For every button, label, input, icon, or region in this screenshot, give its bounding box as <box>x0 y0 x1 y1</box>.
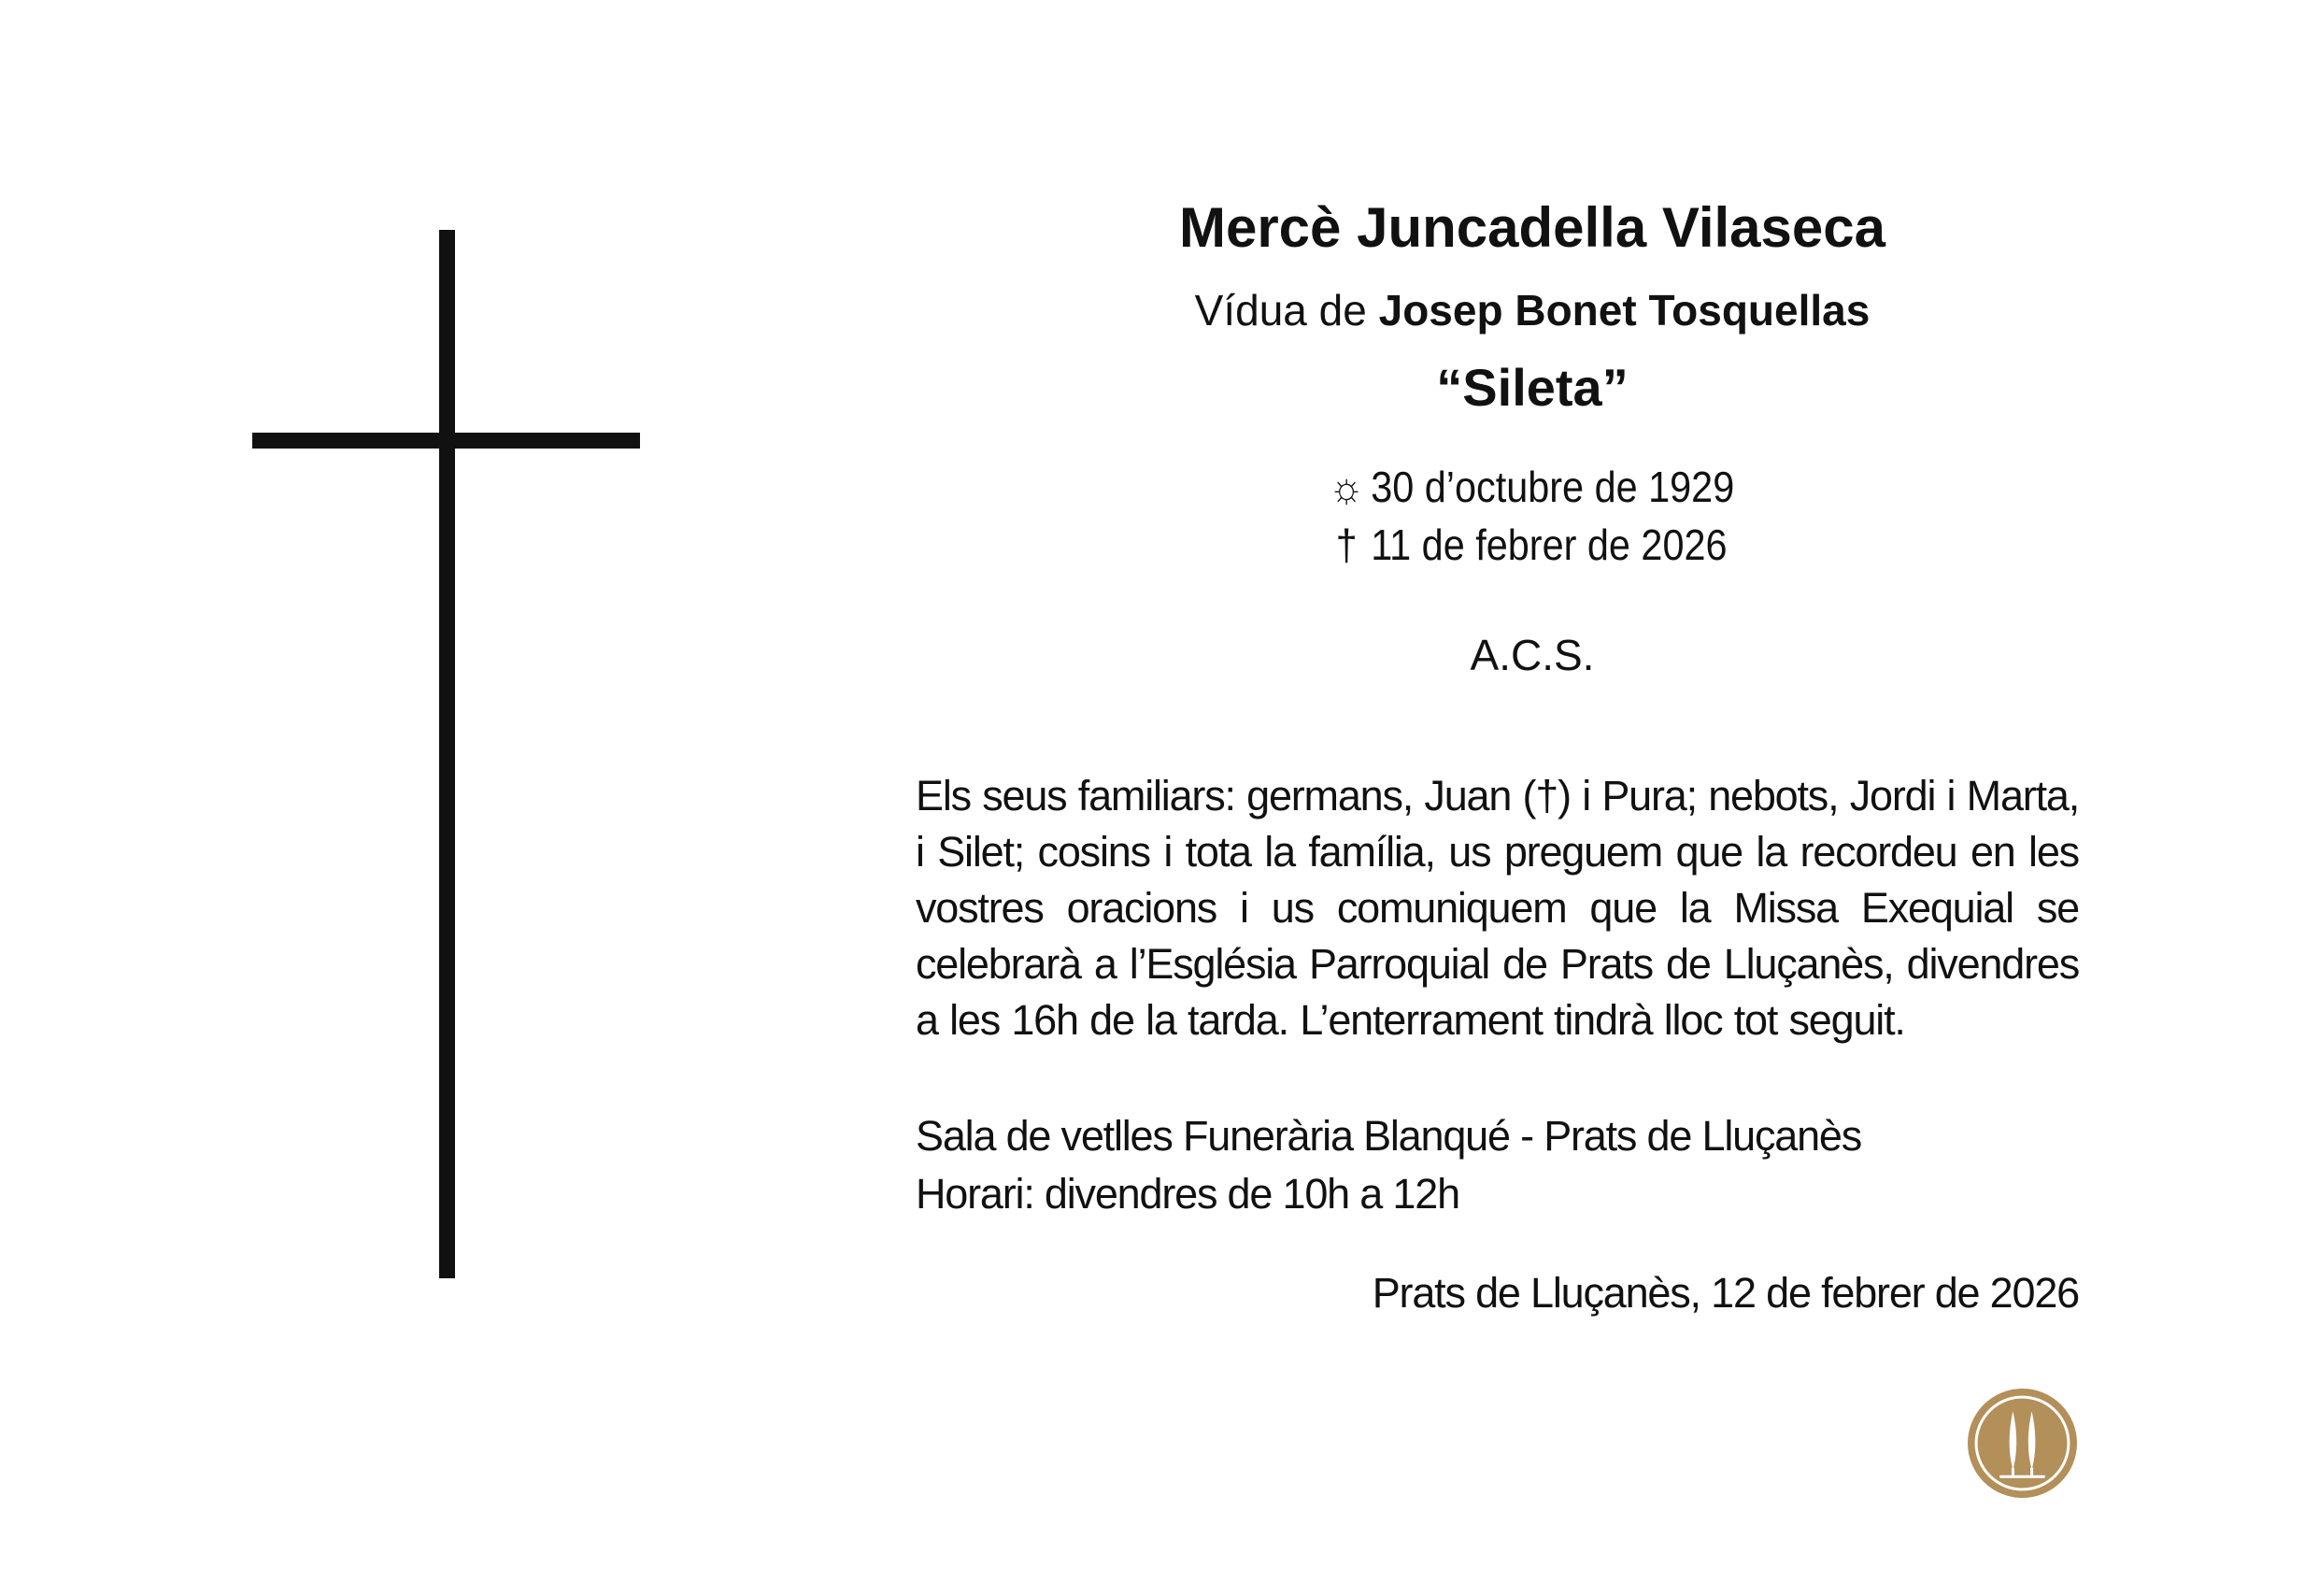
wake-hours: Horari: divendres de 10h a 12h <box>916 1170 1459 1218</box>
death-date: 11 de febrer de 2026 <box>1371 520 1728 569</box>
widow-line <box>1028 284 2037 336</box>
wake-place: Sala de vetlles Funerària Blanqué - Prats de Lluçanès <box>916 1112 1862 1160</box>
acs-abbreviation: A.C.S. <box>1470 631 1595 679</box>
funeral-home-logo-icon <box>1966 1387 2079 1500</box>
death-date-line <box>1322 518 1728 572</box>
deceased-name: Mercè Juncadella Vilaseca <box>1178 196 1886 259</box>
cross-icon-vertical <box>439 230 455 1278</box>
dagger-icon: † <box>1335 520 1358 569</box>
birth-date: 30 d’octubre de 1929 <box>1371 463 1735 511</box>
cross-icon-horizontal <box>252 433 640 449</box>
signoff-place-date: Prats de Lluçanès, 12 de febrer de 2026 <box>1372 1269 2079 1317</box>
sun-icon: ☼ <box>1329 463 1365 511</box>
birth-date-line <box>1322 460 1734 514</box>
husband-name: Josep Bonet Tosquellas <box>1378 286 1871 335</box>
announcement-text: Els seus familiars: germans, Juan (†) i Pura; nebots, Jordi i Marta, i Silet; cosins i tota la família, us preguem que la recordeu en les vostres oracions i us comuniquem que la Missa Exequial se celebrarà a l’Església Parroquial de Prats de Lluçanès, divendres a les 16h de la tarda. L’enterrament tindrà lloc tot seguit. <box>916 772 2079 1044</box>
nickname: “Sileta” <box>1436 358 1629 417</box>
widow-prefix: Vídua de <box>1194 286 1367 335</box>
